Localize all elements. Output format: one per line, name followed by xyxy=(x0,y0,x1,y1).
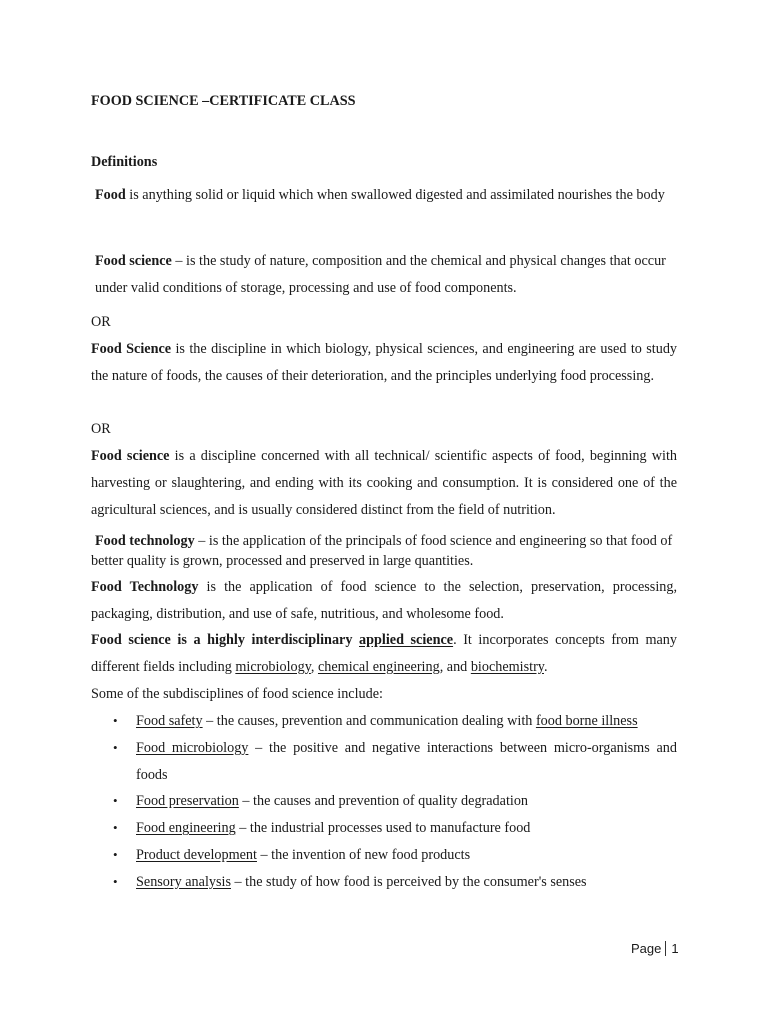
bullet-icon: • xyxy=(113,846,118,862)
link-biochemistry[interactable]: biochemistry xyxy=(470,658,544,675)
footer-divider xyxy=(665,941,666,956)
link-food-preservation[interactable]: Food preservation xyxy=(136,793,239,810)
or-separator: OR xyxy=(91,421,111,437)
link-food-engineering[interactable]: Food engineering xyxy=(136,820,236,837)
definition-text: is the application of food science to the selection, preservation, processing, packaging, distribution, and use of safe, nutritious, and wholesome food. xyxy=(91,579,677,622)
bullet-icon: • xyxy=(113,873,118,889)
definition-text: – is the application of the principals of food science and engineering so that food of better quality is grown, processed and preserved in large quantities. xyxy=(91,533,673,569)
definition-text: is a discipline concerned with all technical/ scientific aspects of food, beginning with harvesting or slaughtering, and ending with its cooking and consumption. It is considered one of the agricultural sciences, and is usually considered distinct from the field of nutrition. xyxy=(91,448,677,518)
interdisciplinary-bold: Food science is a highly interdisciplinary xyxy=(91,632,360,648)
page-label: Page xyxy=(631,941,662,956)
paragraph-text: . It incorporates concepts from many different fields including xyxy=(91,632,677,675)
list-item xyxy=(91,735,677,789)
definition-food-science-3 xyxy=(91,443,677,523)
link-sensory-analysis[interactable]: Sensory analysis xyxy=(136,873,231,890)
bullet-icon: • xyxy=(113,820,118,836)
term-food: Food xyxy=(95,187,126,203)
definition-food xyxy=(95,182,677,209)
definition-food-science xyxy=(95,248,677,302)
paragraph-text: , and xyxy=(439,658,471,675)
link-applied-science[interactable]: applied science xyxy=(359,632,454,648)
term-food-science: Food Science xyxy=(91,341,172,357)
list-item xyxy=(91,842,677,869)
list-item xyxy=(91,788,677,815)
term-food-science: Food science xyxy=(95,253,172,269)
bullet-icon: • xyxy=(113,793,118,809)
bullet-icon: • xyxy=(113,739,118,755)
list-item-text: – the positive and negative interactions between micro-organisms and foods xyxy=(136,739,677,783)
list-item xyxy=(91,815,677,842)
list-item xyxy=(91,708,677,735)
link-food-safety[interactable]: Food safety xyxy=(136,713,203,729)
page-footer xyxy=(631,941,679,956)
link-microbiology[interactable]: microbiology xyxy=(235,658,311,675)
list-item-text: – the invention of new food products xyxy=(256,846,471,863)
subdisciplines-intro: Some of the subdisciplines of food science include: xyxy=(91,686,383,702)
definition-food-technology xyxy=(91,532,677,571)
interdisciplinary-paragraph xyxy=(91,627,677,681)
definition-text: is the discipline in which biology, physical sciences, and engineering are used to study the nature of foods, the causes of their deterioration, and the principles underlying food processing. xyxy=(91,341,678,384)
definition-text: – is the study of nature, composition and the chemical and physical changes that occur under valid conditions of storage, processing and use of food components. xyxy=(95,253,666,296)
link-product-development[interactable]: Product development xyxy=(136,846,257,863)
subdisciplines-list xyxy=(91,708,677,896)
list-item-text: – the causes, prevention and communication dealing with xyxy=(202,713,536,729)
definitions-heading: Definitions xyxy=(91,154,158,170)
term-food-technology: Food technology xyxy=(95,533,195,549)
link-chemical-engineering[interactable]: chemical engineering xyxy=(317,658,440,675)
definition-food-technology-2 xyxy=(91,574,677,628)
or-separator: OR xyxy=(91,314,111,330)
list-item xyxy=(91,869,677,896)
definition-food-science-2 xyxy=(91,336,677,390)
paragraph-text: . xyxy=(543,658,548,675)
list-item-text: – the industrial processes used to manufacture food xyxy=(235,820,531,837)
list-item-text: – the study of how food is perceived by the consumer's senses xyxy=(230,873,587,890)
link-food-borne-illness[interactable]: food borne illness xyxy=(535,713,638,729)
bullet-icon: • xyxy=(113,713,118,728)
term-food-science: Food science xyxy=(91,448,170,464)
document-title: FOOD SCIENCE –CERTIFICATE CLASS xyxy=(91,93,356,109)
term-food-technology: Food Technology xyxy=(91,579,199,595)
link-food-microbiology[interactable]: Food microbiology xyxy=(136,739,249,756)
page-number: 1 xyxy=(671,941,679,956)
definition-text: is anything solid or liquid which when swallowed digested and assimilated nourishes the body xyxy=(125,187,665,203)
list-item-text: – the causes and prevention of quality degradation xyxy=(238,793,529,810)
paragraph-text: , xyxy=(310,658,318,675)
